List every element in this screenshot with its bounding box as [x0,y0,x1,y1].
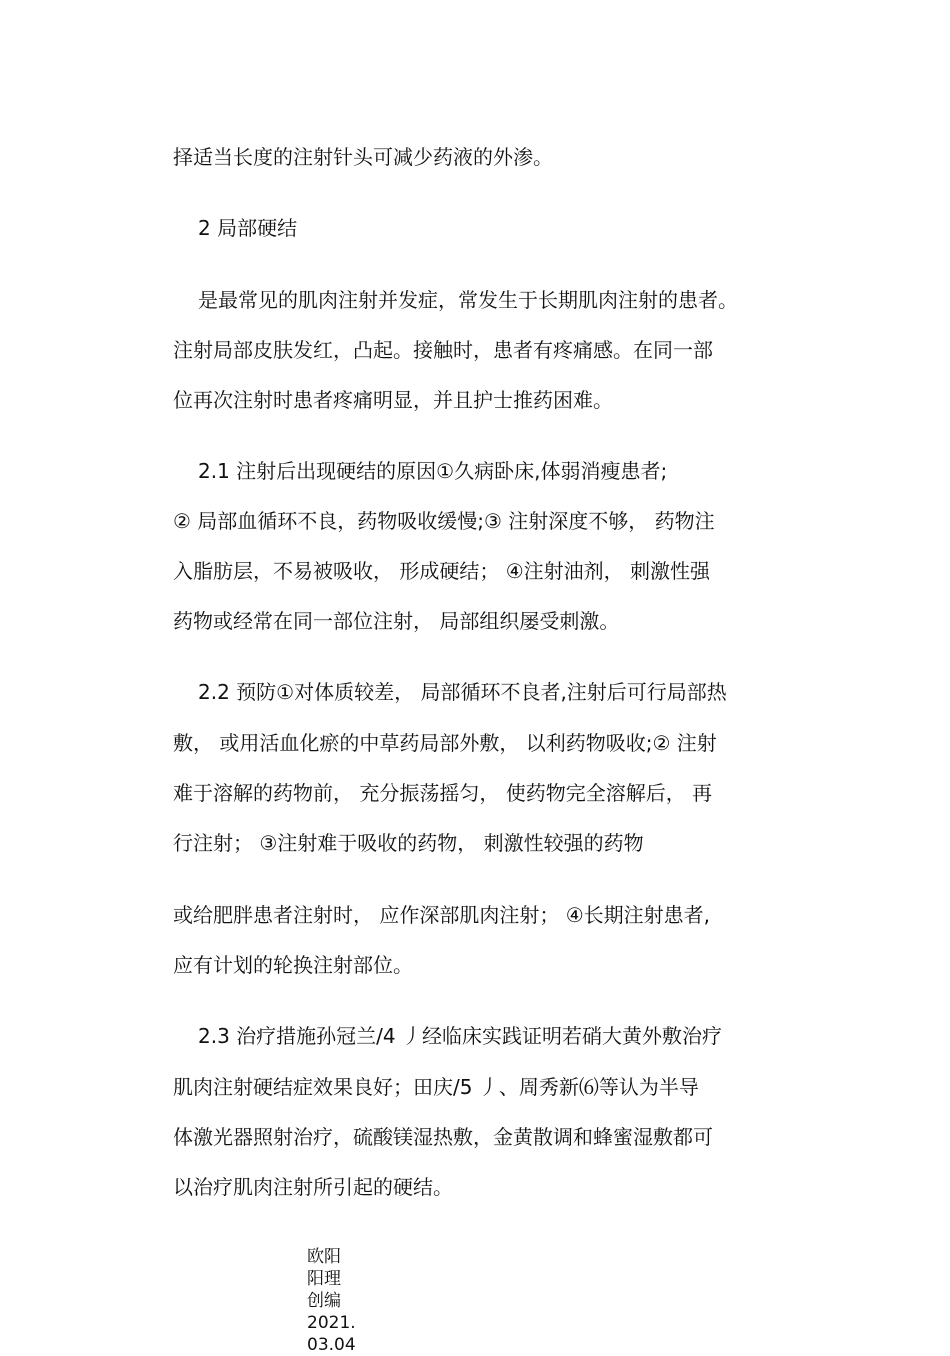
text-line: 是最常见的肌肉注射并发症，常发生于长期肌肉注射的患者。 [198,288,738,312]
footer-line: 创编 [307,1291,341,1311]
text-line: 2.2 预防①对体质较差， 局部循环不良者,注射后可行局部热 [198,680,727,704]
text-line: 注射局部皮肤发红，凸起。接触时，患者有疼痛感。在同一部 [173,338,713,362]
page-footer [307,1246,357,1356]
text-line: 2.3 治疗措施孙冠兰/4 丿经临床实践证明若硝大黄外敷治疗 [198,1024,722,1048]
text-line: 位再次注射时患者疼痛明显，并且护士推药困难。 [173,388,613,412]
footer-line: 2021. [307,1313,356,1333]
text-line: 难于溶解的药物前， 充分振荡摇匀， 使药物完全溶解后， 再 [173,781,713,805]
text-line: 敷， 或用活血化瘀的中草药局部外敷， 以利药物吸收;② 注射 [173,731,717,755]
text-line: 体激光器照射治疗，硫酸镁湿热敷，金黄散调和蜂蜜湿敷都可 [173,1125,713,1149]
text-line: ② 局部血循环不良，药物吸收缓慢;③ 注射深度不够， 药物注 [173,509,715,533]
text-line: 肌肉注射硬结症效果良好；田庆/5 丿、周秀新⑹等认为半导 [173,1075,699,1099]
section-heading: 2 局部硬结 [198,216,298,240]
text-line: 行注射； ③注射难于吸收的药物， 刺激性较强的药物 [173,831,644,855]
footer-line: 阳理 [307,1269,341,1289]
text-line: 2.1 注射后出现硬结的原因①久病卧床,体弱消瘦患者; [198,459,668,483]
footer-line: 欧阳 [307,1247,341,1267]
text-line: 或给肥胖患者注射时， 应作深部肌肉注射； ④长期注射患者, [173,903,711,927]
text-line: 择适当长度的注射针头可减少药液的外渗。 [173,145,553,169]
footer-line: 03.04 [307,1335,356,1355]
text-line: 入脂肪层，不易被吸收， 形成硬结； ④注射油剂， 刺激性强 [173,559,711,583]
text-line: 以治疗肌肉注射所引起的硬结。 [173,1175,453,1199]
text-line: 应有计划的轮换注射部位。 [173,953,413,977]
text-line: 药物或经常在同一部位注射， 局部组织屡受刺激。 [173,609,620,633]
